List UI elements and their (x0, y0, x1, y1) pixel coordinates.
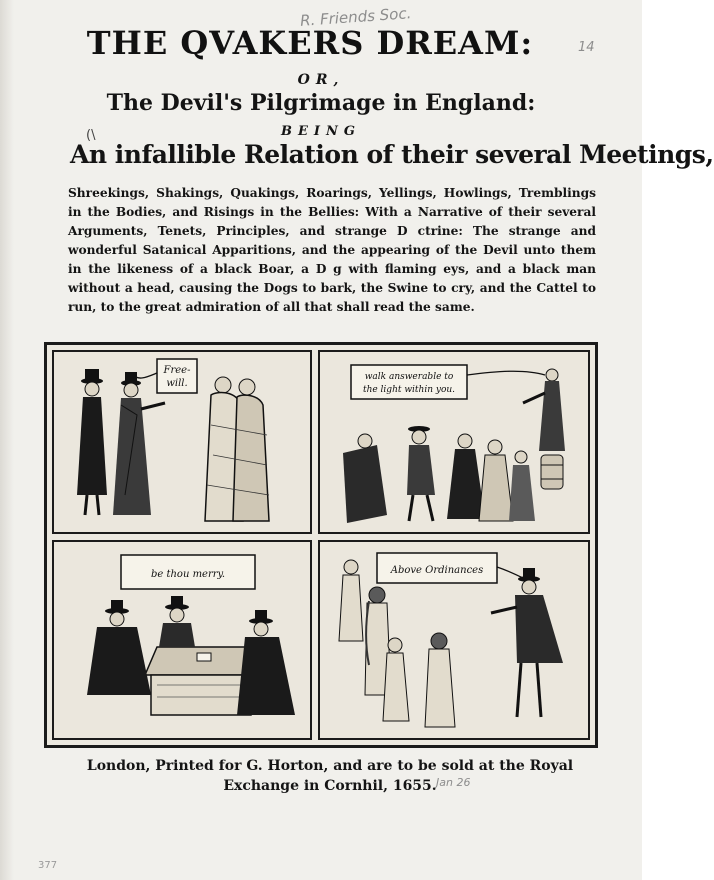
woodcut-illustration (44, 342, 598, 748)
being-line: BEING (281, 124, 361, 139)
speech-be-merry: be thou merry. (150, 569, 226, 580)
speech-walk-1: walk answerable to (364, 372, 454, 382)
imprint (60, 756, 600, 796)
broadside-subtitle: The Devil's Pilgrimage in England: (106, 90, 536, 116)
broadside-body: Shreekings, Shakings, Quakings, Roarings, Yellings, Howlings, Tremblings in the Bodies, and Risings in the Bellies: With a Narrative of their several Arguments, Tenets, Principles, and strange D ctrine: The strange and wonderful Satanical Apparitions, and the appearing of the Devil unto them in the likeness of a black Boar, a D g with flaming eys, and a black man without a head, causing the Dogs to bark, the Swine to cry, and the Cattel to run, to the great admiration of all that shall read the same. (68, 186, 596, 314)
broadside-title: THE QVAKERS DREAM: (86, 24, 534, 62)
page-number: 377 (38, 860, 58, 871)
or-line: OR, (297, 72, 345, 88)
speech-free-will-1: Free- (163, 365, 191, 376)
imprint-line-2: Exchange in Cornhil, 1655. (223, 778, 437, 794)
imprint-line-1: London, Printed for G. Horton, and are to be sold at the Royal (86, 758, 574, 774)
woodcut-svg (47, 345, 595, 745)
speech-above-ordinances: Above Ordinances (390, 565, 484, 576)
imprint-pencil-note: Jan 26 (436, 776, 471, 789)
left-margin-marks: (\ (86, 128, 96, 143)
top-scrawl: R. Friends Soc. (299, 4, 412, 30)
speech-free-will-2: will. (166, 378, 188, 389)
margin-number: 14 (578, 40, 595, 55)
speech-bubble-be-merry (121, 555, 255, 589)
speech-walk-2: the light within you. (362, 385, 456, 395)
broadside-headline: An infallible Relation of their several Meetings, (70, 140, 714, 169)
